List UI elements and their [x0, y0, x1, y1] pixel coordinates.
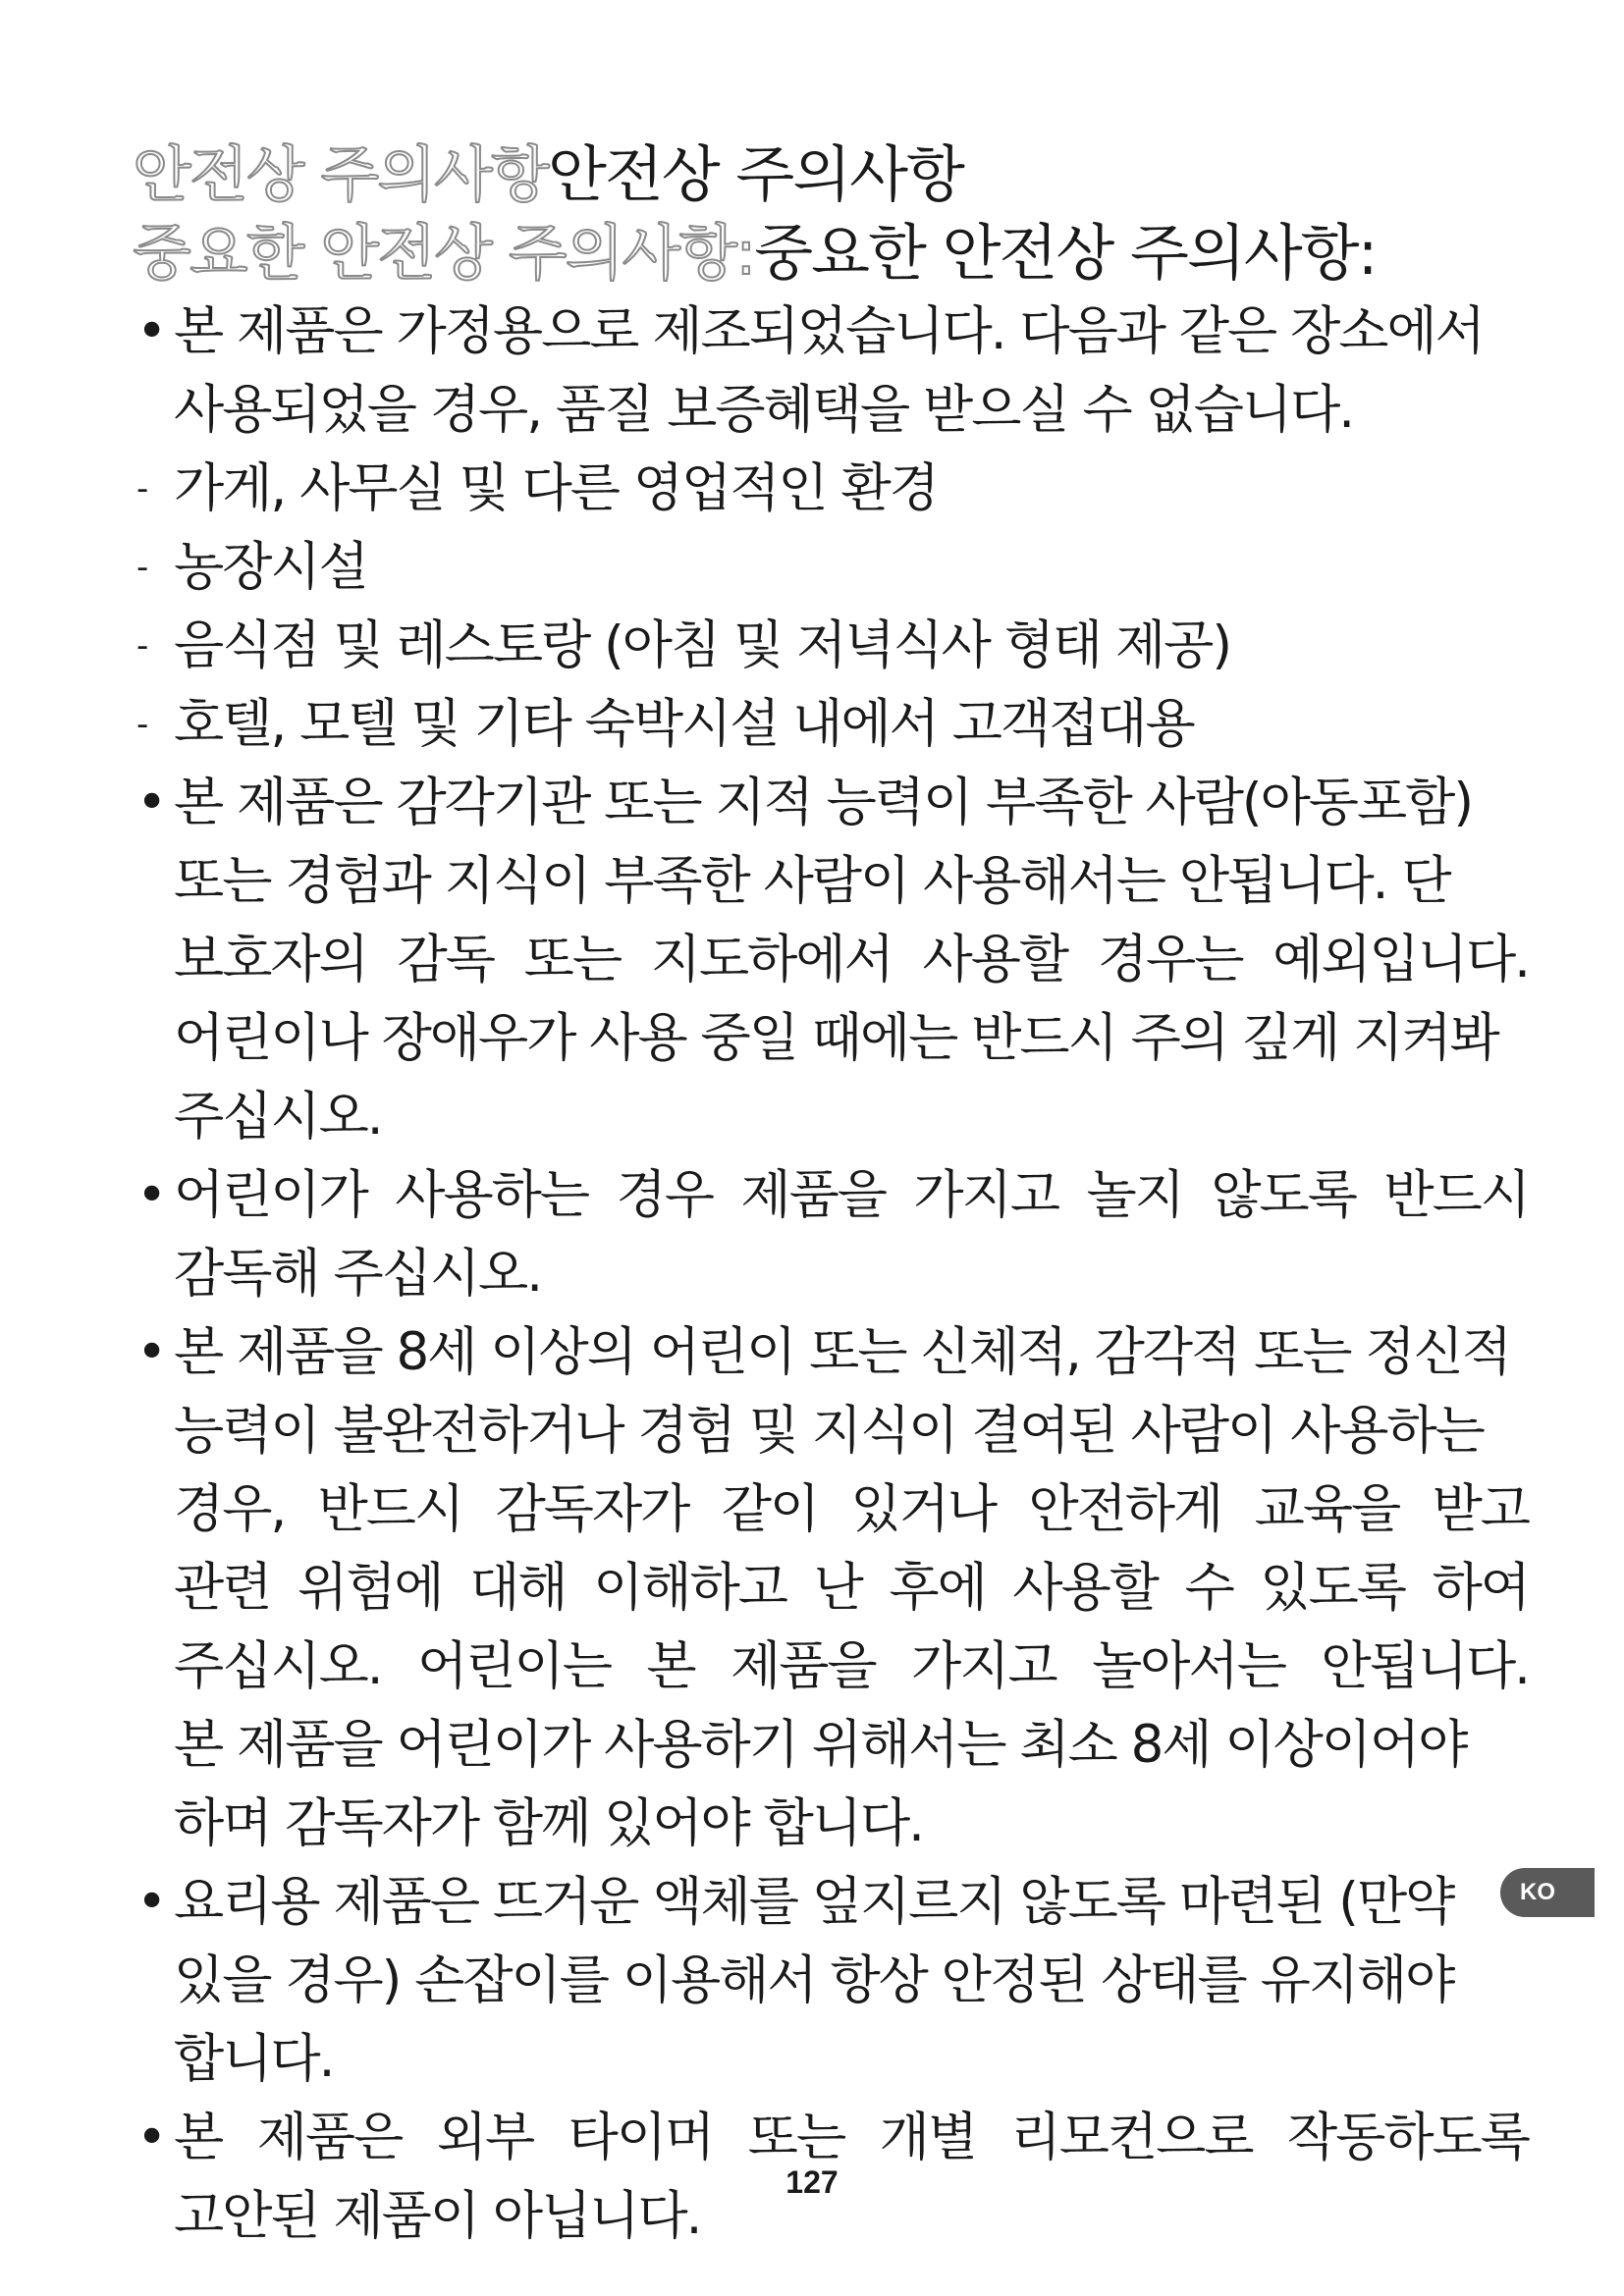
bullet-marker: • — [136, 1872, 166, 1932]
item-line: 있을 경우) 손잡이를 이용해서 항상 안정된 상태를 유지해야 — [174, 1950, 1454, 2010]
item-line: 요리용 제품은 뜨거운 액체를 엎지르지 않도록 마련된 (만약 — [174, 1872, 1454, 1932]
dash-marker: - — [136, 548, 147, 587]
item-line: 본 제품은 외부 타이머 또는 개별 리모컨으로 작동하도록 — [174, 2108, 1529, 2167]
item-line: 고안된 제품이 아닙니다. — [174, 2186, 701, 2246]
subheading-outline-text: 중요한 안전상 주의사항: — [133, 217, 755, 289]
bullet-marker: • — [136, 773, 166, 832]
item-line: 또는 경험과 지식이 부족한 사람이 사용해서는 안됩니다. 단 — [174, 851, 1450, 911]
subheading-text: 중요한 안전상 주의사항: — [754, 217, 1377, 289]
dash-item — [133, 607, 1532, 685]
item-line: 능력이 불완전하거나 경험 및 지식이 결여된 사람이 사용하는 — [174, 1401, 1484, 1461]
item-line: 하며 감독자가 함께 있어야 합니다. — [174, 1793, 924, 1853]
bullet-item — [133, 293, 1532, 450]
dash-marker: - — [136, 626, 147, 666]
bullet-item — [133, 1156, 1532, 1313]
item-line: 가게, 사무실 및 다른 영업적인 환경 — [174, 458, 938, 518]
bullet-item — [133, 764, 1532, 1156]
subsection-heading — [133, 214, 1376, 293]
dash-marker: - — [136, 469, 147, 508]
item-line: 본 제품은 감각기관 또는 지적 능력이 부족한 사람(아동포함) — [174, 773, 1473, 832]
bullet-item — [133, 1313, 1532, 1863]
item-line: 주십시오. 어린이는 본 제품을 가지고 놀아서는 안됩니다. — [174, 1636, 1529, 1696]
heading-text: 안전상 주의사항 — [547, 138, 963, 210]
item-line: 본 제품을 어린이가 사용하기 위해서는 최소 8세 이상이어야 — [174, 1715, 1467, 1775]
item-line: 어린이가 사용하는 경우 제품을 가지고 놀지 않도록 반드시 — [174, 1165, 1529, 1225]
bullet-marker: • — [136, 1322, 166, 1382]
bullet-marker: • — [136, 301, 166, 361]
item-line: 경우, 반드시 감독자가 같이 있거나 안전하게 교육을 받고 — [174, 1479, 1529, 1539]
bullet-marker: • — [136, 1165, 166, 1225]
dash-item — [133, 528, 1532, 607]
item-line: 본 제품은 가정용으로 제조되었습니다. 다음과 같은 장소에서 — [174, 301, 1484, 361]
item-line: 관련 위험에 대해 이해하고 난 후에 사용할 수 있도록 하여 — [174, 1558, 1529, 1618]
bullet-item — [133, 1863, 1532, 2099]
page-number: 127 — [785, 2164, 839, 2200]
item-line: 호텔, 모텔 및 기타 숙박시설 내에서 고객접대용 — [174, 694, 1194, 754]
item-line: 주십시오. — [174, 1087, 382, 1147]
item-line: 농장시설 — [174, 537, 367, 597]
dash-item — [133, 450, 1532, 528]
item-line: 합니다. — [174, 2029, 334, 2089]
language-tab: KO — [1500, 1868, 1595, 1917]
item-line: 보호자의 감독 또는 지도하에서 사용할 경우는 예외입니다. — [174, 930, 1529, 989]
dash-marker: - — [136, 705, 147, 744]
item-line: 어린이나 장애우가 사용 중일 때에는 반드시 주의 깊게 지켜봐 — [174, 1008, 1498, 1068]
dash-item — [133, 685, 1532, 764]
item-line: 사용되었을 경우, 품질 보증혜택을 받으실 수 없습니다. — [174, 380, 1354, 440]
safety-instructions-list — [133, 293, 1532, 2256]
heading-outline-text: 안전상 주의사항 — [133, 138, 548, 210]
bullet-marker: • — [136, 2108, 166, 2167]
item-line: 음식점 및 레스토랑 (아침 및 저녁식사 형태 제공) — [174, 615, 1231, 675]
section-heading — [133, 135, 963, 214]
item-line: 감독해 주십시오. — [174, 1244, 542, 1304]
item-line: 본 제품을 8세 이상의 어린이 또는 신체적, 감각적 또는 정신적 — [174, 1322, 1510, 1382]
